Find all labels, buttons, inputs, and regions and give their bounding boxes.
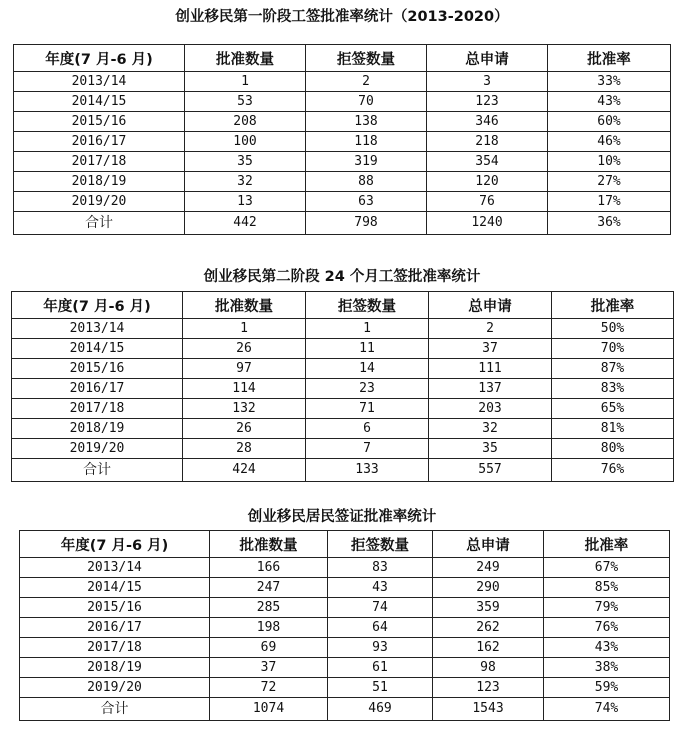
cell-year: 2014/15 [14, 92, 185, 112]
total-rate: 76% [552, 459, 674, 482]
total-label: 合计 [14, 212, 185, 235]
cell-approved: 132 [183, 399, 306, 419]
table-row [14, 92, 671, 112]
cell-rate: 59% [544, 678, 670, 698]
total-row [14, 212, 671, 235]
cell-rate: 10% [548, 152, 671, 172]
cell-approved: 1 [185, 72, 306, 92]
cell-year: 2016/17 [14, 132, 185, 152]
cell-refused: 74 [328, 598, 433, 618]
total-applications: 1543 [433, 698, 544, 721]
cell-rate: 17% [548, 192, 671, 212]
table-row [14, 172, 671, 192]
cell-total: 249 [433, 558, 544, 578]
cell-refused: 23 [306, 379, 429, 399]
total-label: 合计 [12, 459, 183, 482]
cell-total: 2 [429, 319, 552, 339]
cell-total: 123 [427, 92, 548, 112]
total-approved: 424 [183, 459, 306, 482]
cell-approved: 208 [185, 112, 306, 132]
cell-year: 2015/16 [20, 598, 210, 618]
table-row [14, 132, 671, 152]
total-row [20, 698, 670, 721]
cell-year: 2013/14 [20, 558, 210, 578]
cell-rate: 85% [544, 578, 670, 598]
cell-rate: 87% [552, 359, 674, 379]
cell-refused: 11 [306, 339, 429, 359]
total-approved: 1074 [210, 698, 328, 721]
cell-approved: 114 [183, 379, 306, 399]
cell-rate: 70% [552, 339, 674, 359]
cell-total: 37 [429, 339, 552, 359]
cell-approved: 69 [210, 638, 328, 658]
cell-total: 137 [429, 379, 552, 399]
cell-total: 262 [433, 618, 544, 638]
table-row [12, 399, 674, 419]
cell-year: 2015/16 [14, 112, 185, 132]
cell-year: 2017/18 [14, 152, 185, 172]
table-2 [11, 291, 674, 482]
cell-total: 32 [429, 419, 552, 439]
table-row [20, 578, 670, 598]
col-header-rate: 批准率 [552, 292, 674, 319]
table-row [12, 379, 674, 399]
col-header-rate: 批准率 [548, 45, 671, 72]
cell-total: 162 [433, 638, 544, 658]
col-header-approved: 批准数量 [183, 292, 306, 319]
total-applications: 1240 [427, 212, 548, 235]
cell-year: 2014/15 [12, 339, 183, 359]
col-header-total: 总申请 [427, 45, 548, 72]
total-rate: 36% [548, 212, 671, 235]
cell-year: 2017/18 [12, 399, 183, 419]
cell-year: 2019/20 [14, 192, 185, 212]
table-row [14, 72, 671, 92]
cell-rate: 60% [548, 112, 671, 132]
cell-total: 290 [433, 578, 544, 598]
cell-total: 203 [429, 399, 552, 419]
cell-refused: 7 [306, 439, 429, 459]
cell-rate: 46% [548, 132, 671, 152]
total-approved: 442 [185, 212, 306, 235]
cell-year: 2019/20 [20, 678, 210, 698]
header-row [12, 292, 674, 319]
cell-approved: 26 [183, 419, 306, 439]
table-row [20, 618, 670, 638]
total-refused: 133 [306, 459, 429, 482]
table-row [20, 558, 670, 578]
col-header-refused: 拒签数量 [306, 292, 429, 319]
cell-rate: 65% [552, 399, 674, 419]
header-row [14, 45, 671, 72]
cell-total: 98 [433, 658, 544, 678]
cell-total: 218 [427, 132, 548, 152]
cell-approved: 198 [210, 618, 328, 638]
cell-approved: 100 [185, 132, 306, 152]
cell-refused: 43 [328, 578, 433, 598]
cell-total: 120 [427, 172, 548, 192]
cell-year: 2018/19 [20, 658, 210, 678]
table-3 [19, 530, 670, 721]
cell-rate: 43% [544, 638, 670, 658]
cell-rate: 67% [544, 558, 670, 578]
table-row [12, 419, 674, 439]
total-label: 合计 [20, 698, 210, 721]
cell-approved: 13 [185, 192, 306, 212]
table-row [20, 638, 670, 658]
cell-year: 2016/17 [12, 379, 183, 399]
cell-total: 359 [433, 598, 544, 618]
cell-year: 2016/17 [20, 618, 210, 638]
cell-rate: 43% [548, 92, 671, 112]
cell-year: 2018/19 [12, 419, 183, 439]
cell-rate: 79% [544, 598, 670, 618]
cell-year: 2014/15 [20, 578, 210, 598]
table-2-title: 创业移民第二阶段 24 个月工签批准率统计 [203, 269, 481, 285]
cell-approved: 53 [185, 92, 306, 112]
total-applications: 557 [429, 459, 552, 482]
col-header-year: 年度(7 月-6 月) [12, 292, 183, 319]
col-header-total: 总申请 [433, 531, 544, 558]
cell-approved: 1 [183, 319, 306, 339]
cell-refused: 70 [306, 92, 427, 112]
cell-refused: 138 [306, 112, 427, 132]
cell-refused: 93 [328, 638, 433, 658]
cell-approved: 72 [210, 678, 328, 698]
table-1 [13, 44, 671, 235]
table-row [12, 359, 674, 379]
col-header-year: 年度(7 月-6 月) [14, 45, 185, 72]
table-row [20, 598, 670, 618]
cell-refused: 88 [306, 172, 427, 192]
cell-approved: 35 [185, 152, 306, 172]
table-row [12, 339, 674, 359]
total-refused: 798 [306, 212, 427, 235]
total-refused: 469 [328, 698, 433, 721]
table-row [14, 152, 671, 172]
cell-year: 2013/14 [12, 319, 183, 339]
cell-approved: 247 [210, 578, 328, 598]
cell-approved: 166 [210, 558, 328, 578]
cell-refused: 14 [306, 359, 429, 379]
cell-year: 2015/16 [12, 359, 183, 379]
cell-total: 123 [433, 678, 544, 698]
table-row [14, 192, 671, 212]
table-3-title: 创业移民居民签证批准率统计 [247, 509, 437, 525]
cell-rate: 38% [544, 658, 670, 678]
cell-year: 2013/14 [14, 72, 185, 92]
cell-approved: 32 [185, 172, 306, 192]
cell-rate: 80% [552, 439, 674, 459]
total-rate: 74% [544, 698, 670, 721]
cell-refused: 1 [306, 319, 429, 339]
table-row [20, 678, 670, 698]
header-row [20, 531, 670, 558]
col-header-rate: 批准率 [544, 531, 670, 558]
total-row [12, 459, 674, 482]
cell-refused: 71 [306, 399, 429, 419]
table-1-title: 创业移民第一阶段工签批准率统计（2013-2020） [175, 9, 509, 25]
cell-refused: 61 [328, 658, 433, 678]
col-header-approved: 批准数量 [210, 531, 328, 558]
cell-refused: 83 [328, 558, 433, 578]
col-header-refused: 拒签数量 [328, 531, 433, 558]
cell-approved: 285 [210, 598, 328, 618]
table-row [12, 319, 674, 339]
cell-approved: 28 [183, 439, 306, 459]
cell-rate: 50% [552, 319, 674, 339]
cell-rate: 27% [548, 172, 671, 192]
col-header-total: 总申请 [429, 292, 552, 319]
cell-refused: 51 [328, 678, 433, 698]
cell-approved: 37 [210, 658, 328, 678]
cell-approved: 97 [183, 359, 306, 379]
col-header-refused: 拒签数量 [306, 45, 427, 72]
cell-total: 3 [427, 72, 548, 92]
cell-refused: 63 [306, 192, 427, 212]
cell-refused: 118 [306, 132, 427, 152]
cell-rate: 76% [544, 618, 670, 638]
cell-refused: 2 [306, 72, 427, 92]
table-row [20, 658, 670, 678]
cell-refused: 64 [328, 618, 433, 638]
table-row [14, 112, 671, 132]
cell-total: 76 [427, 192, 548, 212]
cell-refused: 6 [306, 419, 429, 439]
cell-total: 354 [427, 152, 548, 172]
table-row [12, 439, 674, 459]
cell-year: 2019/20 [12, 439, 183, 459]
col-header-year: 年度(7 月-6 月) [20, 531, 210, 558]
col-header-approved: 批准数量 [185, 45, 306, 72]
cell-total: 346 [427, 112, 548, 132]
cell-rate: 33% [548, 72, 671, 92]
cell-year: 2017/18 [20, 638, 210, 658]
cell-rate: 81% [552, 419, 674, 439]
cell-total: 111 [429, 359, 552, 379]
cell-rate: 83% [552, 379, 674, 399]
cell-approved: 26 [183, 339, 306, 359]
cell-total: 35 [429, 439, 552, 459]
cell-year: 2018/19 [14, 172, 185, 192]
cell-refused: 319 [306, 152, 427, 172]
